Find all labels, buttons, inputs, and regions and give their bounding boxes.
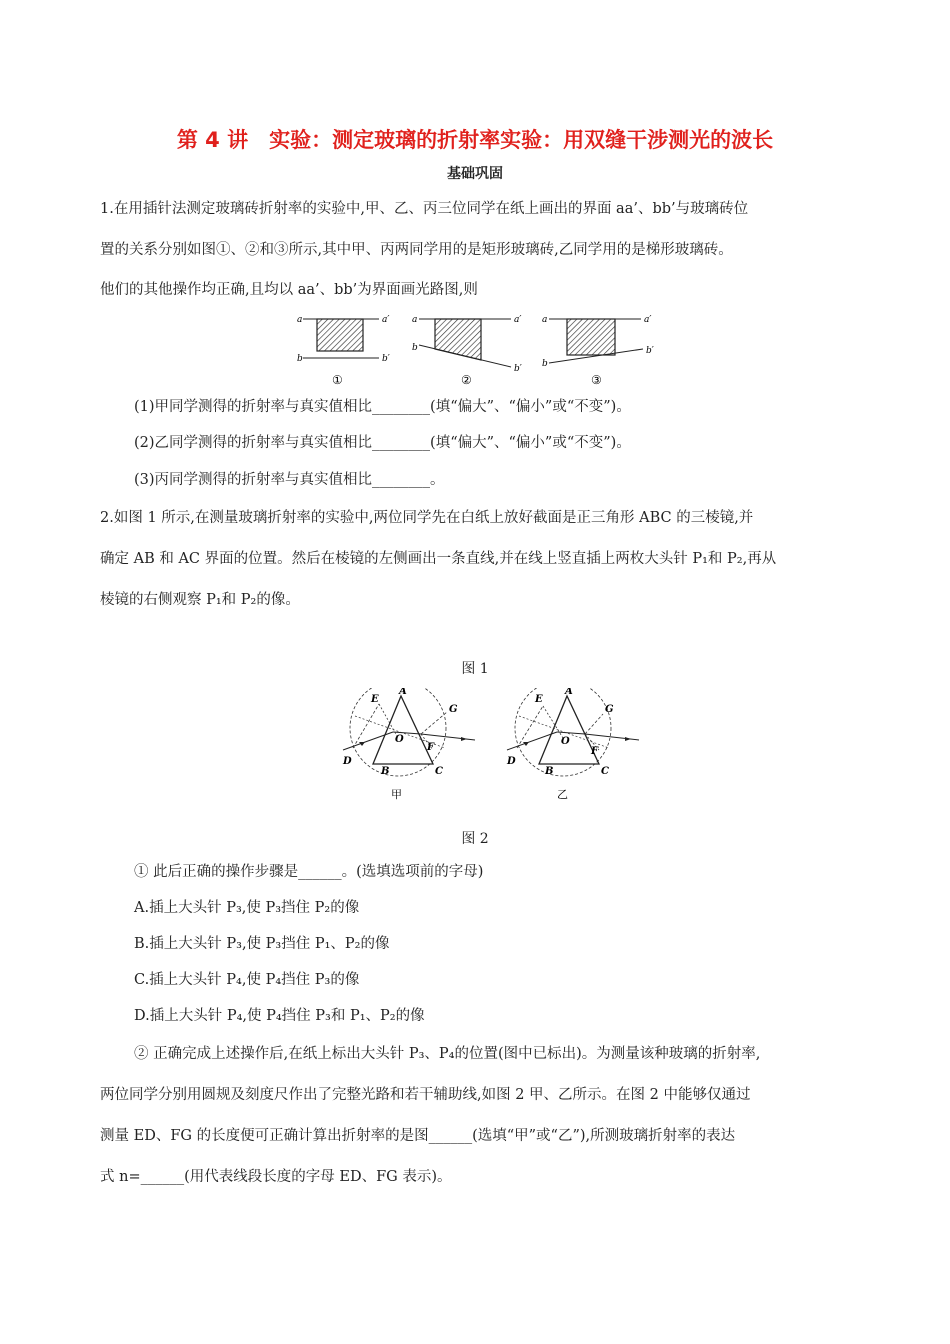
diagram-jia [342, 688, 475, 777]
q1-line3: 他们的其他操作均正确,且均以 aa’、bb’为界面画光路图,则 [100, 282, 478, 298]
point-E: E [371, 694, 379, 705]
figure-2-caption: 图 2 [461, 831, 489, 847]
label-a-prime: a′ [514, 315, 522, 325]
label-b-prime: b′ [514, 364, 522, 374]
point-D: D [343, 756, 352, 767]
section-heading: 基础巩固 [447, 166, 503, 182]
label-b: b [542, 359, 548, 369]
point-F: F [591, 746, 599, 757]
q2-option-d: D.插上大头针 P₄,使 P₄挡住 P₃和 P₁、P₂的像 [134, 1008, 425, 1024]
label-b: b [297, 354, 303, 364]
q2-option-c: C.插上大头针 P₄,使 P₄挡住 P₃的像 [134, 972, 360, 988]
point-D: D [507, 756, 516, 767]
point-A: A [399, 688, 407, 697]
label-b-prime: b′ [382, 354, 390, 364]
q2-step2-line2: 两位同学分别用圆规及刻度尺作出了完整光路和若干辅助线,如图 2 甲、乙所示。在图 2 中能够仅通过 [100, 1087, 751, 1103]
q2-step2-line1: ② 正确完成上述操作后,在纸上标出大头针 P₃、P₄的位置(图中已标出)。为测量该种玻璃的折射率, [134, 1046, 761, 1062]
page-title: 第 4 讲 实验：测定玻璃的折射率实验：用双缝干涉测光的波长 [176, 128, 774, 152]
q2-line3: 棱镜的右侧观察 P₁和 P₂的像。 [100, 592, 300, 608]
point-O: O [395, 734, 404, 745]
figure-rectangle-3 [542, 315, 654, 387]
point-C: C [601, 766, 609, 777]
label-b-prime: b′ [646, 346, 654, 356]
point-O: O [561, 736, 570, 747]
point-G: G [605, 704, 614, 715]
q2-option-b: B.插上大头针 P₃,使 P₃挡住 P₁、P₂的像 [134, 936, 390, 952]
figure-rectangle-1 [297, 315, 390, 387]
point-C: C [435, 766, 443, 777]
label-a: a [412, 315, 418, 325]
q1-line1: 1.在用插针法测定玻璃砖折射率的实验中,甲、乙、丙三位同学在纸上画出的界面 aa’、bb’与玻璃砖位 [100, 201, 749, 217]
point-B: B [545, 766, 554, 777]
label-a-prime: a′ [644, 315, 652, 325]
q2-line1: 2.如图 1 所示,在测量玻璃折射率的实验中,两位同学先在白纸上放好截面是正三角形 ABC 的三棱镜,并 [100, 510, 754, 526]
q1-figure [285, 305, 665, 390]
diagram-yi [506, 688, 639, 777]
q2-step2-line4: 式 n=______(用代表线段长度的字母 ED、FG 表示)。 [100, 1169, 452, 1185]
label-b: b [412, 343, 418, 353]
q1-sub2: (2)乙同学测得的折射率与真实值相比________(填“偏大”、“偏小”或“不变”)。 [134, 435, 631, 451]
fig-label-2: ② [461, 373, 472, 387]
label-a-prime: a′ [382, 315, 390, 325]
q2-figure-2 [335, 688, 655, 803]
label-a: a [297, 315, 303, 325]
q2-option-a: A.插上大头针 P₃,使 P₃挡住 P₂的像 [134, 900, 360, 916]
q2-line2: 确定 AB 和 AC 界面的位置。然后在棱镜的左侧画出一条直线,并在线上竖直插上两枚大头针 P₁和 P₂,再从 [100, 551, 777, 567]
label-a: a [542, 315, 548, 325]
point-E: E [535, 694, 543, 705]
q2-step2-line3: 测量 ED、FG 的长度便可正确计算出折射率的是图______(选填“甲”或“乙”),所测玻璃折射率的表达 [100, 1128, 736, 1144]
point-F: F [427, 742, 435, 753]
q2-step1: ① 此后正确的操作步骤是______。(选填选项前的字母) [134, 864, 484, 880]
label-jia: 甲 [391, 788, 402, 801]
fig-label-3: ③ [591, 373, 602, 387]
q1-sub3: (3)丙同学测得的折射率与真实值相比________。 [134, 472, 445, 488]
fig-label-1: ① [332, 373, 343, 387]
figure-trapezoid-2 [412, 315, 522, 387]
q1-line2: 置的关系分别如图①、②和③所示,其中甲、丙两同学用的是矩形玻璃砖,乙同学用的是梯形玻璃砖。 [100, 242, 733, 258]
point-B: B [381, 766, 390, 777]
point-G: G [449, 704, 458, 715]
point-A: A [565, 688, 573, 697]
q1-sub1: (1)甲同学测得的折射率与真实值相比________(填“偏大”、“偏小”或“不变”)。 [134, 399, 631, 415]
figure-1-caption: 图 1 [461, 661, 489, 677]
label-yi: 乙 [557, 788, 568, 801]
